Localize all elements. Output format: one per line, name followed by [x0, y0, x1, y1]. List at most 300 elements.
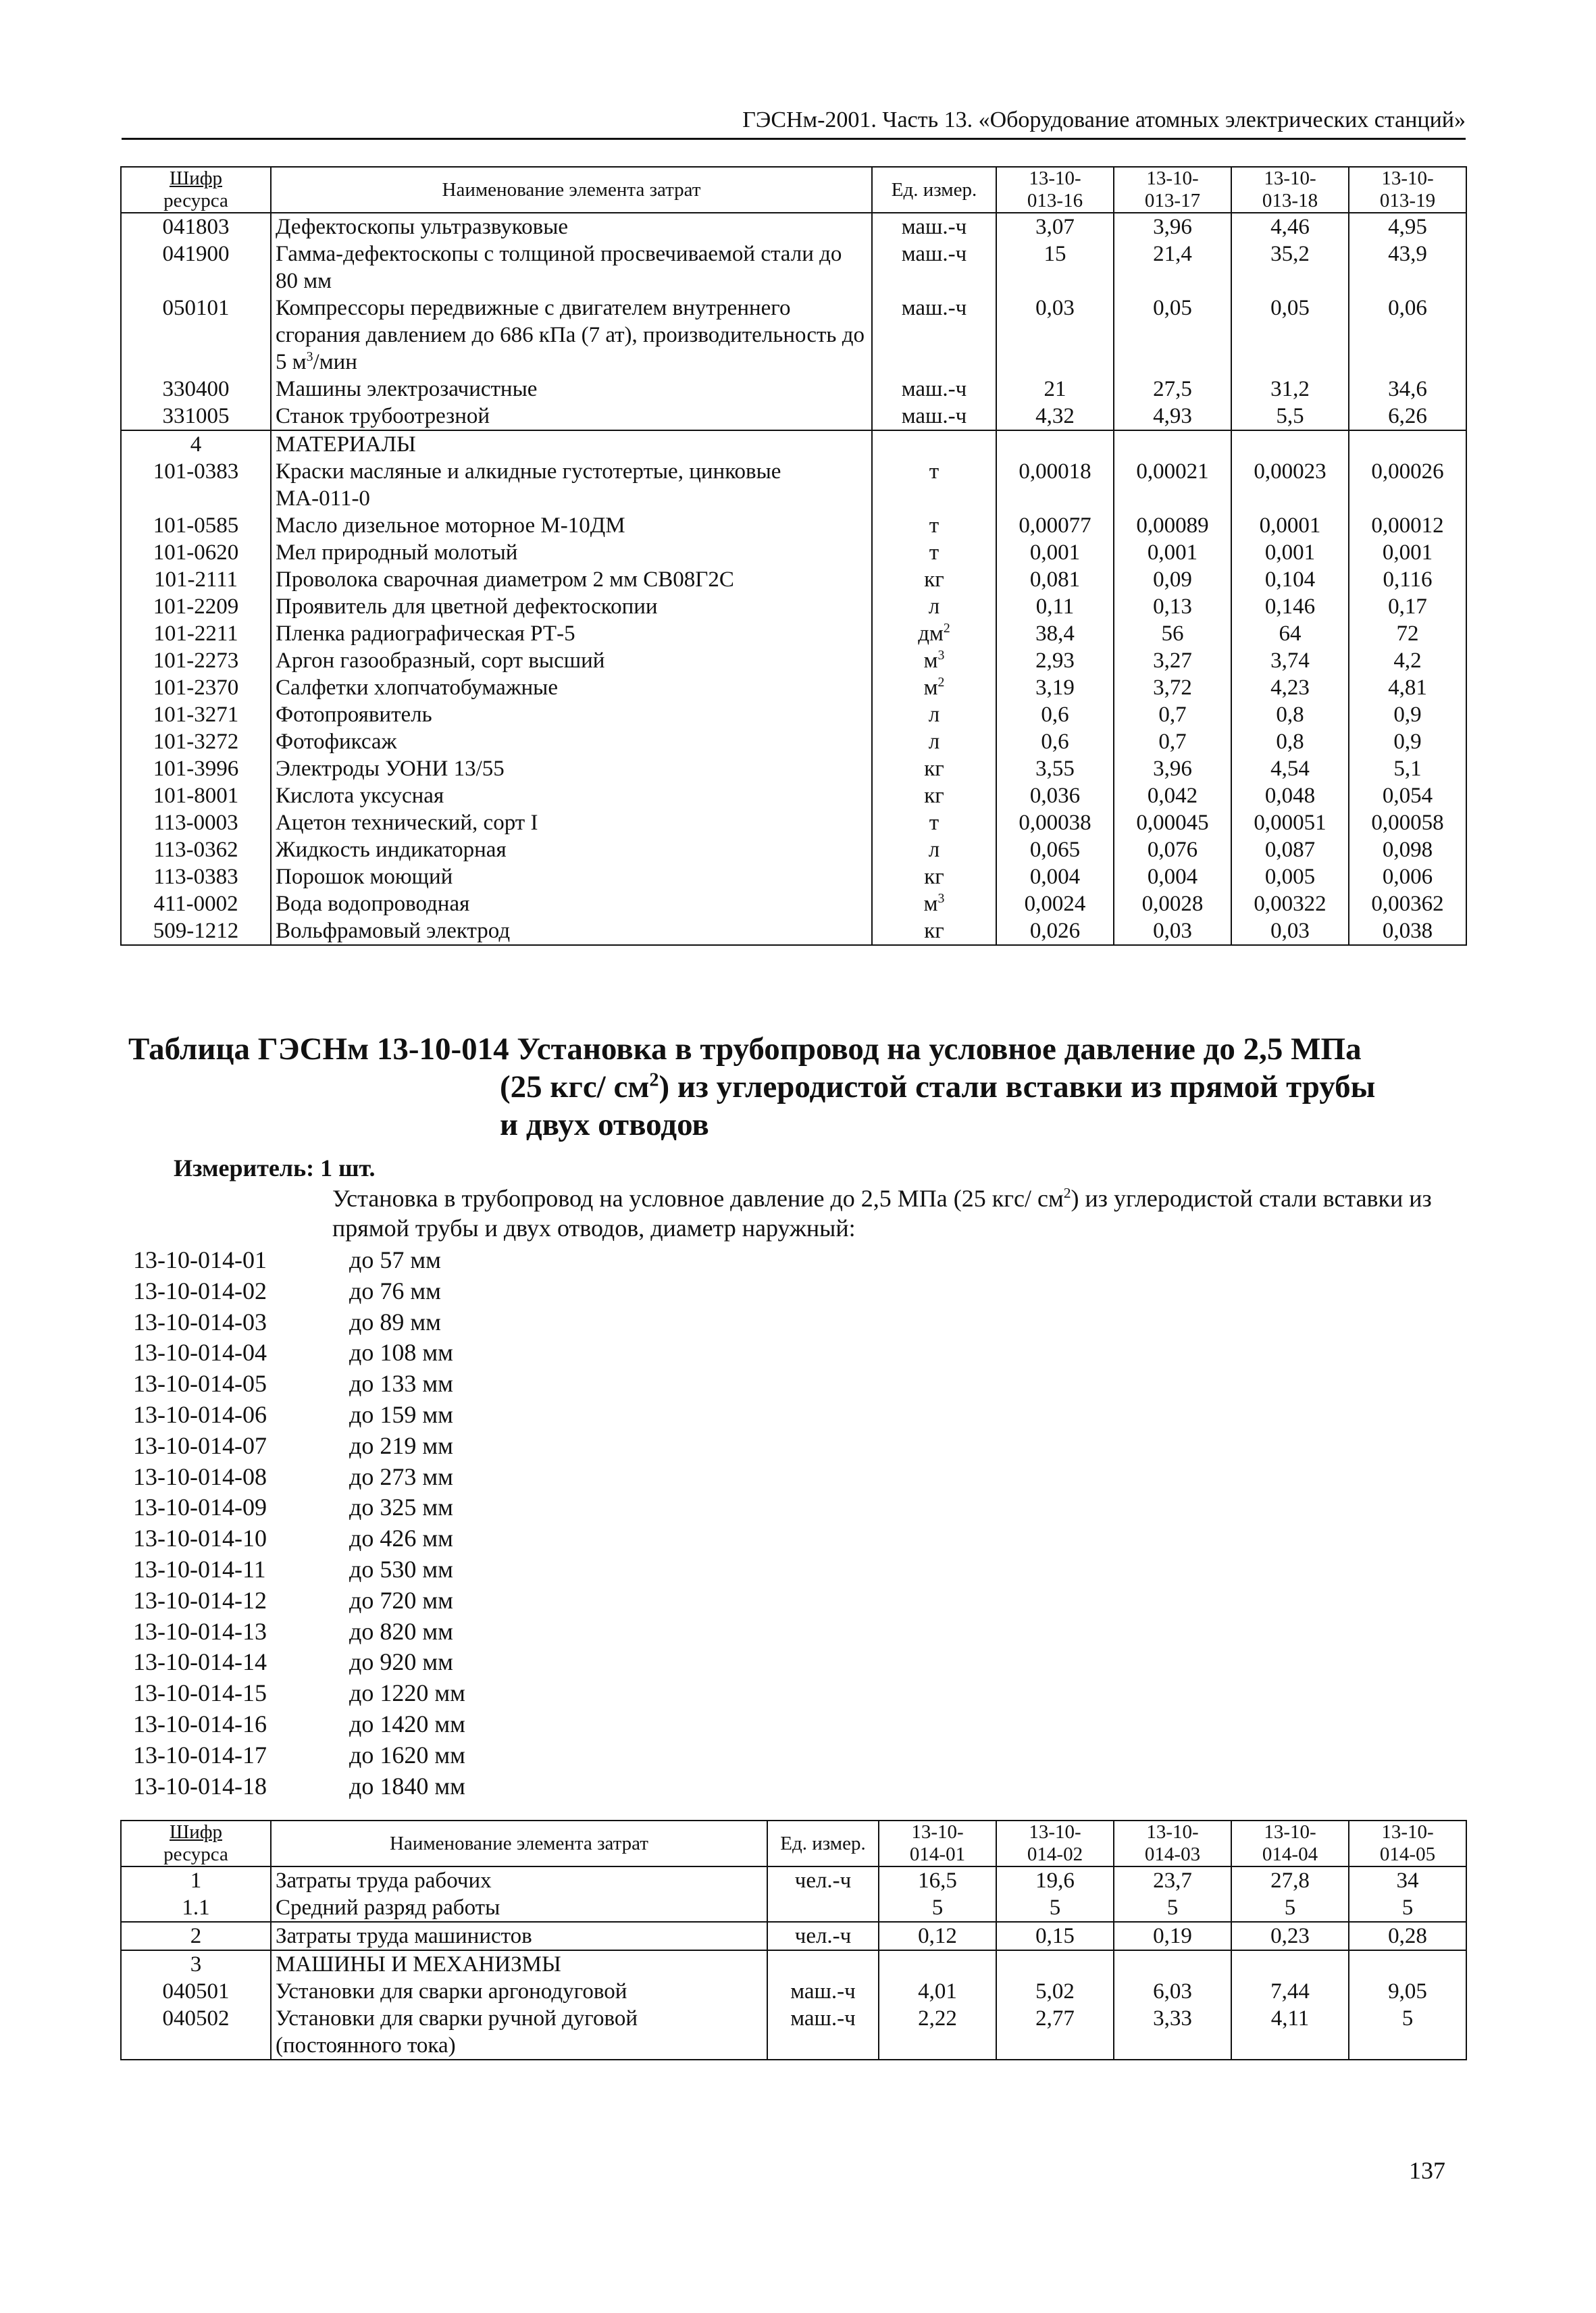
cell-value: 15	[996, 240, 1114, 295]
cell-value: 0,03	[996, 295, 1114, 376]
header-col-5: 13-10- 014-05	[1349, 1821, 1466, 1866]
cell-value: 2,93	[996, 647, 1114, 674]
table-row	[121, 539, 1466, 566]
norm-code: 13-10-014-13	[133, 1617, 267, 1645]
cell-value: 0,6	[996, 701, 1114, 728]
cell-value: 4,01	[879, 1978, 996, 2005]
cell-value: 0,03	[1114, 917, 1231, 945]
diameter-size: до 219 мм	[349, 1431, 453, 1459]
cell-value: 0,042	[1114, 782, 1231, 809]
header-col-2: 13-10- 013-17	[1114, 167, 1231, 213]
cell-unit	[872, 430, 996, 458]
cell-unit: $м^2$	[872, 674, 996, 701]
cell-value: 0,8	[1231, 728, 1349, 755]
cell-unit: т	[872, 512, 996, 539]
cell-value: 4,95	[1349, 213, 1466, 240]
cell-code: 101-3272	[121, 728, 271, 755]
cell-value: 5,1	[1349, 755, 1466, 782]
cell-value: 0,05	[1231, 295, 1349, 376]
cell-unit: маш.-ч	[872, 213, 996, 240]
cell-value: 0,104	[1231, 566, 1349, 593]
cell-value	[879, 1950, 996, 1978]
cell-value: 0,001	[1349, 539, 1466, 566]
cell-value: 34,6	[1349, 376, 1466, 403]
norm-code: 13-10-014-11	[133, 1555, 266, 1583]
table-row	[121, 2005, 1466, 2060]
cell-value: 0,004	[1114, 863, 1231, 890]
cell-value: 3,07	[996, 213, 1114, 240]
cell-value: 0,006	[1349, 863, 1466, 890]
cell-value: 21,4	[1114, 240, 1231, 295]
cell-name: Кислота уксусная	[271, 782, 872, 809]
cell-value: 0,00058	[1349, 809, 1466, 836]
cell-value: 0,09	[1114, 566, 1231, 593]
cell-name: Аргон газообразный, сорт высший	[271, 647, 872, 674]
diameter-size: до 1620 мм	[349, 1741, 465, 1769]
cell-code: 330400	[121, 376, 271, 403]
diameter-size: до 1420 мм	[349, 1710, 465, 1737]
cell-value: 3,33	[1114, 2005, 1231, 2060]
cell-name: Дефектоскопы ультразвуковые	[271, 213, 872, 240]
cell-unit: кг	[872, 782, 996, 809]
cell-code: 101-2211	[121, 620, 271, 647]
cell-value: 0,081	[996, 566, 1114, 593]
cell-value: 0,15	[996, 1922, 1114, 1950]
cell-value: 0,065	[996, 836, 1114, 863]
norm-code: 13-10-014-07	[133, 1431, 267, 1459]
cell-value: 56	[1114, 620, 1231, 647]
cell-value: 3,27	[1114, 647, 1231, 674]
cell-unit	[767, 1894, 879, 1922]
table-row	[121, 809, 1466, 836]
cell-value: 23,7	[1114, 1866, 1231, 1894]
cell-value: 0,001	[996, 539, 1114, 566]
cell-value: 0,19	[1114, 1922, 1231, 1950]
cell-name: Станок трубоотрезной	[271, 403, 872, 430]
table-row	[121, 674, 1466, 701]
cell-code: 331005	[121, 403, 271, 430]
diameter-size: до 325 мм	[349, 1494, 453, 1521]
cell-unit: кг	[872, 566, 996, 593]
cell-name: Затраты труда рабочих	[271, 1866, 767, 1894]
cell-value: 5,02	[996, 1978, 1114, 2005]
header-col-1: 13-10- 014-01	[879, 1821, 996, 1866]
table-row	[121, 376, 1466, 403]
cell-value: 0,17	[1349, 593, 1466, 620]
diameter-size: до 57 мм	[349, 1246, 441, 1273]
cell-unit: $м^3$	[872, 890, 996, 917]
cell-unit: л	[872, 728, 996, 755]
cell-value: 0,054	[1349, 782, 1466, 809]
cell-code: 040501	[121, 1978, 271, 2005]
table-row	[121, 430, 1466, 458]
table-row	[121, 917, 1466, 945]
cell-name: Установки для сварки аргонодуговой	[271, 1978, 767, 2005]
cell-value: 27,5	[1114, 376, 1231, 403]
cell-unit: маш.-ч	[767, 2005, 879, 2060]
cell-name: Проявитель для цветной дефектоскопии	[271, 593, 872, 620]
resources-table-013	[120, 166, 1467, 946]
diameter-size: до 820 мм	[349, 1617, 453, 1645]
running-header: ГЭСНм-2001. Часть 13. «Оборудование атомных электрических станций»	[742, 107, 1466, 132]
cell-code: 101-3996	[121, 755, 271, 782]
cell-value: 0,146	[1231, 593, 1349, 620]
table-row	[121, 458, 1466, 512]
code-list-item	[133, 1338, 465, 1369]
cell-name: МАТЕРИАЛЫ	[271, 430, 872, 458]
norm-code: 13-10-014-09	[133, 1494, 267, 1521]
diameter-size: до 273 мм	[349, 1463, 453, 1490]
cell-unit: маш.-ч	[767, 1978, 879, 2005]
cell-value: 0,026	[996, 917, 1114, 945]
cell-code: 101-2273	[121, 647, 271, 674]
code-list-item	[133, 1740, 465, 1771]
cell-value: 7,44	[1231, 1978, 1349, 2005]
cell-value: 5	[1114, 1894, 1231, 1922]
cell-value: 0,6	[996, 728, 1114, 755]
cell-code: 040502	[121, 2005, 271, 2060]
cell-value: 6,03	[1114, 1978, 1231, 2005]
cell-value: 0,7	[1114, 701, 1231, 728]
cell-unit	[767, 1950, 879, 1978]
cell-value: 4,46	[1231, 213, 1349, 240]
norm-code: 13-10-014-04	[133, 1339, 267, 1367]
table-row	[121, 1978, 1466, 2005]
cell-value: 0,9	[1349, 701, 1466, 728]
cell-value: 0,00012	[1349, 512, 1466, 539]
table-row	[121, 755, 1466, 782]
cell-name: Порошок моющий	[271, 863, 872, 890]
cell-value: 0,28	[1349, 1922, 1466, 1950]
cell-value: 0,00021	[1114, 458, 1231, 512]
cell-value: 0,076	[1114, 836, 1231, 863]
cell-value	[1231, 1950, 1349, 1978]
cell-value	[1114, 430, 1231, 458]
cell-value: 0,116	[1349, 566, 1466, 593]
cell-value: 5	[1231, 1894, 1349, 1922]
cell-code: 113-0383	[121, 863, 271, 890]
cell-code: 113-0362	[121, 836, 271, 863]
cell-name: Средний разряд работы	[271, 1894, 767, 1922]
cell-value: 0,00018	[996, 458, 1114, 512]
code-list-item	[133, 1492, 465, 1523]
cell-value: 0,00045	[1114, 809, 1231, 836]
cell-value: 0,036	[996, 782, 1114, 809]
table-row	[121, 647, 1466, 674]
diameter-size: до 530 мм	[349, 1555, 453, 1583]
cell-value	[996, 1950, 1114, 1978]
cell-value	[996, 430, 1114, 458]
cell-value: 38,4	[996, 620, 1114, 647]
cell-value: 0,0001	[1231, 512, 1349, 539]
cell-unit: маш.-ч	[872, 240, 996, 295]
cell-value: 0,00077	[996, 512, 1114, 539]
cell-unit: маш.-ч	[872, 295, 996, 376]
cell-code: 3	[121, 1950, 271, 1978]
cell-value: 3,74	[1231, 647, 1349, 674]
header-col-3: 13-10- 014-03	[1114, 1821, 1231, 1866]
cell-value: 0,00362	[1349, 890, 1466, 917]
cell-value: 0,0028	[1114, 890, 1231, 917]
cell-code: 1.1	[121, 1894, 271, 1922]
cell-value: 2,22	[879, 2005, 996, 2060]
code-list-item	[133, 1400, 465, 1431]
norm-code: 13-10-014-06	[133, 1400, 267, 1428]
cell-unit: чел.-ч	[767, 1866, 879, 1894]
cell-code: 4	[121, 430, 271, 458]
cell-name: Гамма-дефектоскопы с толщиной просвечиваемой стали до 80 мм	[271, 240, 872, 295]
cell-value: 0,12	[879, 1922, 996, 1950]
cell-code: 1	[121, 1866, 271, 1894]
code-list-item	[133, 1554, 465, 1585]
cell-name: Салфетки хлопчатобумажные	[271, 674, 872, 701]
page-number: 137	[1409, 2157, 1445, 2184]
table-row	[121, 1922, 1466, 1950]
table-row	[121, 566, 1466, 593]
cell-value	[1349, 430, 1466, 458]
code-list-item	[133, 1617, 465, 1648]
cell-code: 101-8001	[121, 782, 271, 809]
cell-value: 4,93	[1114, 403, 1231, 430]
cell-value: 21	[996, 376, 1114, 403]
header-col-2: 13-10- 014-02	[996, 1821, 1114, 1866]
table-row	[121, 782, 1466, 809]
cell-name: Мел природный молотый	[271, 539, 872, 566]
cell-code: 2	[121, 1922, 271, 1950]
norm-code: 13-10-014-08	[133, 1463, 267, 1490]
cell-value: 3,72	[1114, 674, 1231, 701]
header-code: Шифр ресурса	[121, 167, 271, 213]
cell-unit: $м^3$	[872, 647, 996, 674]
title-line-1: Таблица ГЭСНм 13-10-014 Установка в трубопровод на условное давление до 2,5 МПа	[128, 1032, 1362, 1067]
cell-value: 19,6	[996, 1866, 1114, 1894]
table-title	[128, 1030, 1466, 1144]
cell-value: 9,05	[1349, 1978, 1466, 2005]
cell-name: Масло дизельное моторное М-10ДМ	[271, 512, 872, 539]
cell-value: 16,5	[879, 1866, 996, 1894]
table-row	[121, 620, 1466, 647]
table-row	[121, 213, 1466, 240]
norm-code: 13-10-014-05	[133, 1370, 267, 1398]
cell-unit: т	[872, 809, 996, 836]
cell-value: 3,96	[1114, 213, 1231, 240]
meter-label: Измеритель: 1 шт.	[174, 1154, 376, 1181]
norm-code: 13-10-014-10	[133, 1525, 267, 1552]
code-list-item	[133, 1523, 465, 1554]
title-line-3: и двух отводов	[500, 1107, 709, 1142]
header-col-3: 13-10- 013-18	[1231, 167, 1349, 213]
diameter-size: до 133 мм	[349, 1370, 453, 1398]
cell-value: 0,00322	[1231, 890, 1349, 917]
cell-value: 72	[1349, 620, 1466, 647]
title-line-2: (25 кгс/ $см^2$) из углеродистой стали вставки из прямой трубы	[500, 1069, 1376, 1104]
table-row	[121, 1950, 1466, 1978]
diameter-size: до 920 мм	[349, 1648, 453, 1676]
cell-name: Электроды УОНИ 13/55	[271, 755, 872, 782]
cell-unit: кг	[872, 755, 996, 782]
code-list-item	[133, 1307, 465, 1338]
cell-name: Жидкость индикаторная	[271, 836, 872, 863]
cell-code: 050101	[121, 295, 271, 376]
cell-value: 0,8	[1231, 701, 1349, 728]
cell-value: 34	[1349, 1866, 1466, 1894]
cell-value: 0,001	[1114, 539, 1231, 566]
cell-unit: $дм^2$	[872, 620, 996, 647]
header-col-4: 13-10- 013-19	[1349, 167, 1466, 213]
cell-value: 4,54	[1231, 755, 1349, 782]
table-row	[121, 593, 1466, 620]
cell-value: 0,0024	[996, 890, 1114, 917]
header-code: Шифр ресурса	[121, 1821, 271, 1866]
cell-value: 0,03	[1231, 917, 1349, 945]
cell-value: 4,81	[1349, 674, 1466, 701]
code-list-item	[133, 1462, 465, 1493]
cell-value: 6,26	[1349, 403, 1466, 430]
table-row	[121, 1894, 1466, 1922]
cell-code: 101-0585	[121, 512, 271, 539]
cell-name: МАШИНЫ И МЕХАНИЗМЫ	[271, 1950, 767, 1978]
cell-value: 0,23	[1231, 1922, 1349, 1950]
cell-unit: л	[872, 701, 996, 728]
code-list-item	[133, 1709, 465, 1740]
cell-unit: маш.-ч	[872, 376, 996, 403]
cell-unit: т	[872, 458, 996, 512]
cell-code: 101-0383	[121, 458, 271, 512]
cell-value: 0,00051	[1231, 809, 1349, 836]
table-header-row	[121, 1821, 1466, 1866]
code-list-item	[133, 1647, 465, 1678]
table-row	[121, 1866, 1466, 1894]
cell-name: Краски масляные и алкидные густотертые, цинковые МА-011-0	[271, 458, 872, 512]
cell-unit: кг	[872, 917, 996, 945]
cell-name: Вольфрамовый электрод	[271, 917, 872, 945]
header-rule	[122, 138, 1466, 140]
cell-value: 0,06	[1349, 295, 1466, 376]
cell-name: Проволока сварочная диаметром 2 мм СВ08Г2С	[271, 566, 872, 593]
cell-value: 5	[1349, 2005, 1466, 2060]
cell-unit: л	[872, 593, 996, 620]
cell-unit: чел.-ч	[767, 1922, 879, 1950]
diameter-size: до 89 мм	[349, 1308, 441, 1336]
cell-code: 509-1212	[121, 917, 271, 945]
diameter-size: до 720 мм	[349, 1586, 453, 1614]
table-row	[121, 728, 1466, 755]
cell-name: Машины электрозачистные	[271, 376, 872, 403]
code-list-item	[133, 1585, 465, 1617]
cell-name: Компрессоры передвижные с двигателем внутреннего сгорания давлением до 686 кПа (7 ат), производительность до 5 $м^3$/мин	[271, 295, 872, 376]
cell-value: 0,048	[1231, 782, 1349, 809]
diameter-size: до 76 мм	[349, 1277, 441, 1304]
cell-value: 35,2	[1231, 240, 1349, 295]
cell-value: 0,7	[1114, 728, 1231, 755]
table-row	[121, 863, 1466, 890]
norm-code: 13-10-014-16	[133, 1710, 267, 1737]
code-list	[133, 1245, 465, 1802]
cell-unit: л	[872, 836, 996, 863]
cell-code: 101-0620	[121, 539, 271, 566]
cell-value: 43,9	[1349, 240, 1466, 295]
norm-code: 13-10-014-12	[133, 1586, 267, 1614]
cell-value: 0,087	[1231, 836, 1349, 863]
table-row	[121, 403, 1466, 430]
cell-value: 4,32	[996, 403, 1114, 430]
cell-code: 101-3271	[121, 701, 271, 728]
cell-value: 0,9	[1349, 728, 1466, 755]
norm-code: 13-10-014-17	[133, 1741, 267, 1769]
cell-value: 3,55	[996, 755, 1114, 782]
norm-code: 13-10-014-15	[133, 1679, 267, 1707]
diameter-size: до 159 мм	[349, 1400, 453, 1428]
cell-code: 041803	[121, 213, 271, 240]
cell-value: 31,2	[1231, 376, 1349, 403]
norm-code: 13-10-014-01	[133, 1246, 267, 1273]
cell-name: Установки для сварки ручной дуговой (постоянного тока)	[271, 2005, 767, 2060]
header-unit: Ед. измер.	[767, 1821, 879, 1866]
cell-value: 64	[1231, 620, 1349, 647]
cell-value: 0,05	[1114, 295, 1231, 376]
cell-value: 0,038	[1349, 917, 1466, 945]
cell-code: 101-2370	[121, 674, 271, 701]
cell-value: 0,00026	[1349, 458, 1466, 512]
cell-value: 4,23	[1231, 674, 1349, 701]
table-header-row	[121, 167, 1466, 213]
code-list-item	[133, 1771, 465, 1802]
cell-value: 0,098	[1349, 836, 1466, 863]
cell-code: 101-2111	[121, 566, 271, 593]
cell-value: 0,00038	[996, 809, 1114, 836]
cell-value: 0,00089	[1114, 512, 1231, 539]
table-row	[121, 240, 1466, 295]
diameter-size: до 1220 мм	[349, 1679, 465, 1707]
code-list-item	[133, 1245, 465, 1276]
cell-unit: кг	[872, 863, 996, 890]
resources-table-014	[120, 1820, 1467, 2060]
cell-name: Ацетон технический, сорт I	[271, 809, 872, 836]
cell-code: 041900	[121, 240, 271, 295]
cell-value: 0,004	[996, 863, 1114, 890]
header-col-4: 13-10- 014-04	[1231, 1821, 1349, 1866]
norm-code: 13-10-014-03	[133, 1308, 267, 1336]
cell-code: 411-0002	[121, 890, 271, 917]
cell-value: 27,8	[1231, 1866, 1349, 1894]
cell-unit: маш.-ч	[872, 403, 996, 430]
cell-value: 0,13	[1114, 593, 1231, 620]
cell-code: 101-2209	[121, 593, 271, 620]
diameter-size: до 1840 мм	[349, 1772, 465, 1800]
cell-value: 0,001	[1231, 539, 1349, 566]
work-description: Установка в трубопровод на условное давление до 2,5 МПа (25 кгс/ $см^2$) из углеродистой стали вставки из прямой трубы и двух отводов, диаметр наружный:	[332, 1185, 1432, 1242]
header-name: Наименование элемента затрат	[271, 167, 872, 213]
table-row	[121, 295, 1466, 376]
norm-code: 13-10-014-02	[133, 1277, 267, 1304]
cell-value: 0,00023	[1231, 458, 1349, 512]
cell-name: Вода водопроводная	[271, 890, 872, 917]
code-list-item	[133, 1369, 465, 1400]
cell-value: 4,2	[1349, 647, 1466, 674]
cell-value: 3,96	[1114, 755, 1231, 782]
cell-value	[1114, 1950, 1231, 1978]
code-list-item	[133, 1431, 465, 1462]
table-row	[121, 890, 1466, 917]
cell-value	[1231, 430, 1349, 458]
cell-value: 0,005	[1231, 863, 1349, 890]
norm-code: 13-10-014-14	[133, 1648, 267, 1676]
cell-name: Затраты труда машинистов	[271, 1922, 767, 1950]
diameter-size: до 426 мм	[349, 1525, 453, 1552]
cell-value: 5	[1349, 1894, 1466, 1922]
code-list-item	[133, 1276, 465, 1307]
cell-value: 0,11	[996, 593, 1114, 620]
